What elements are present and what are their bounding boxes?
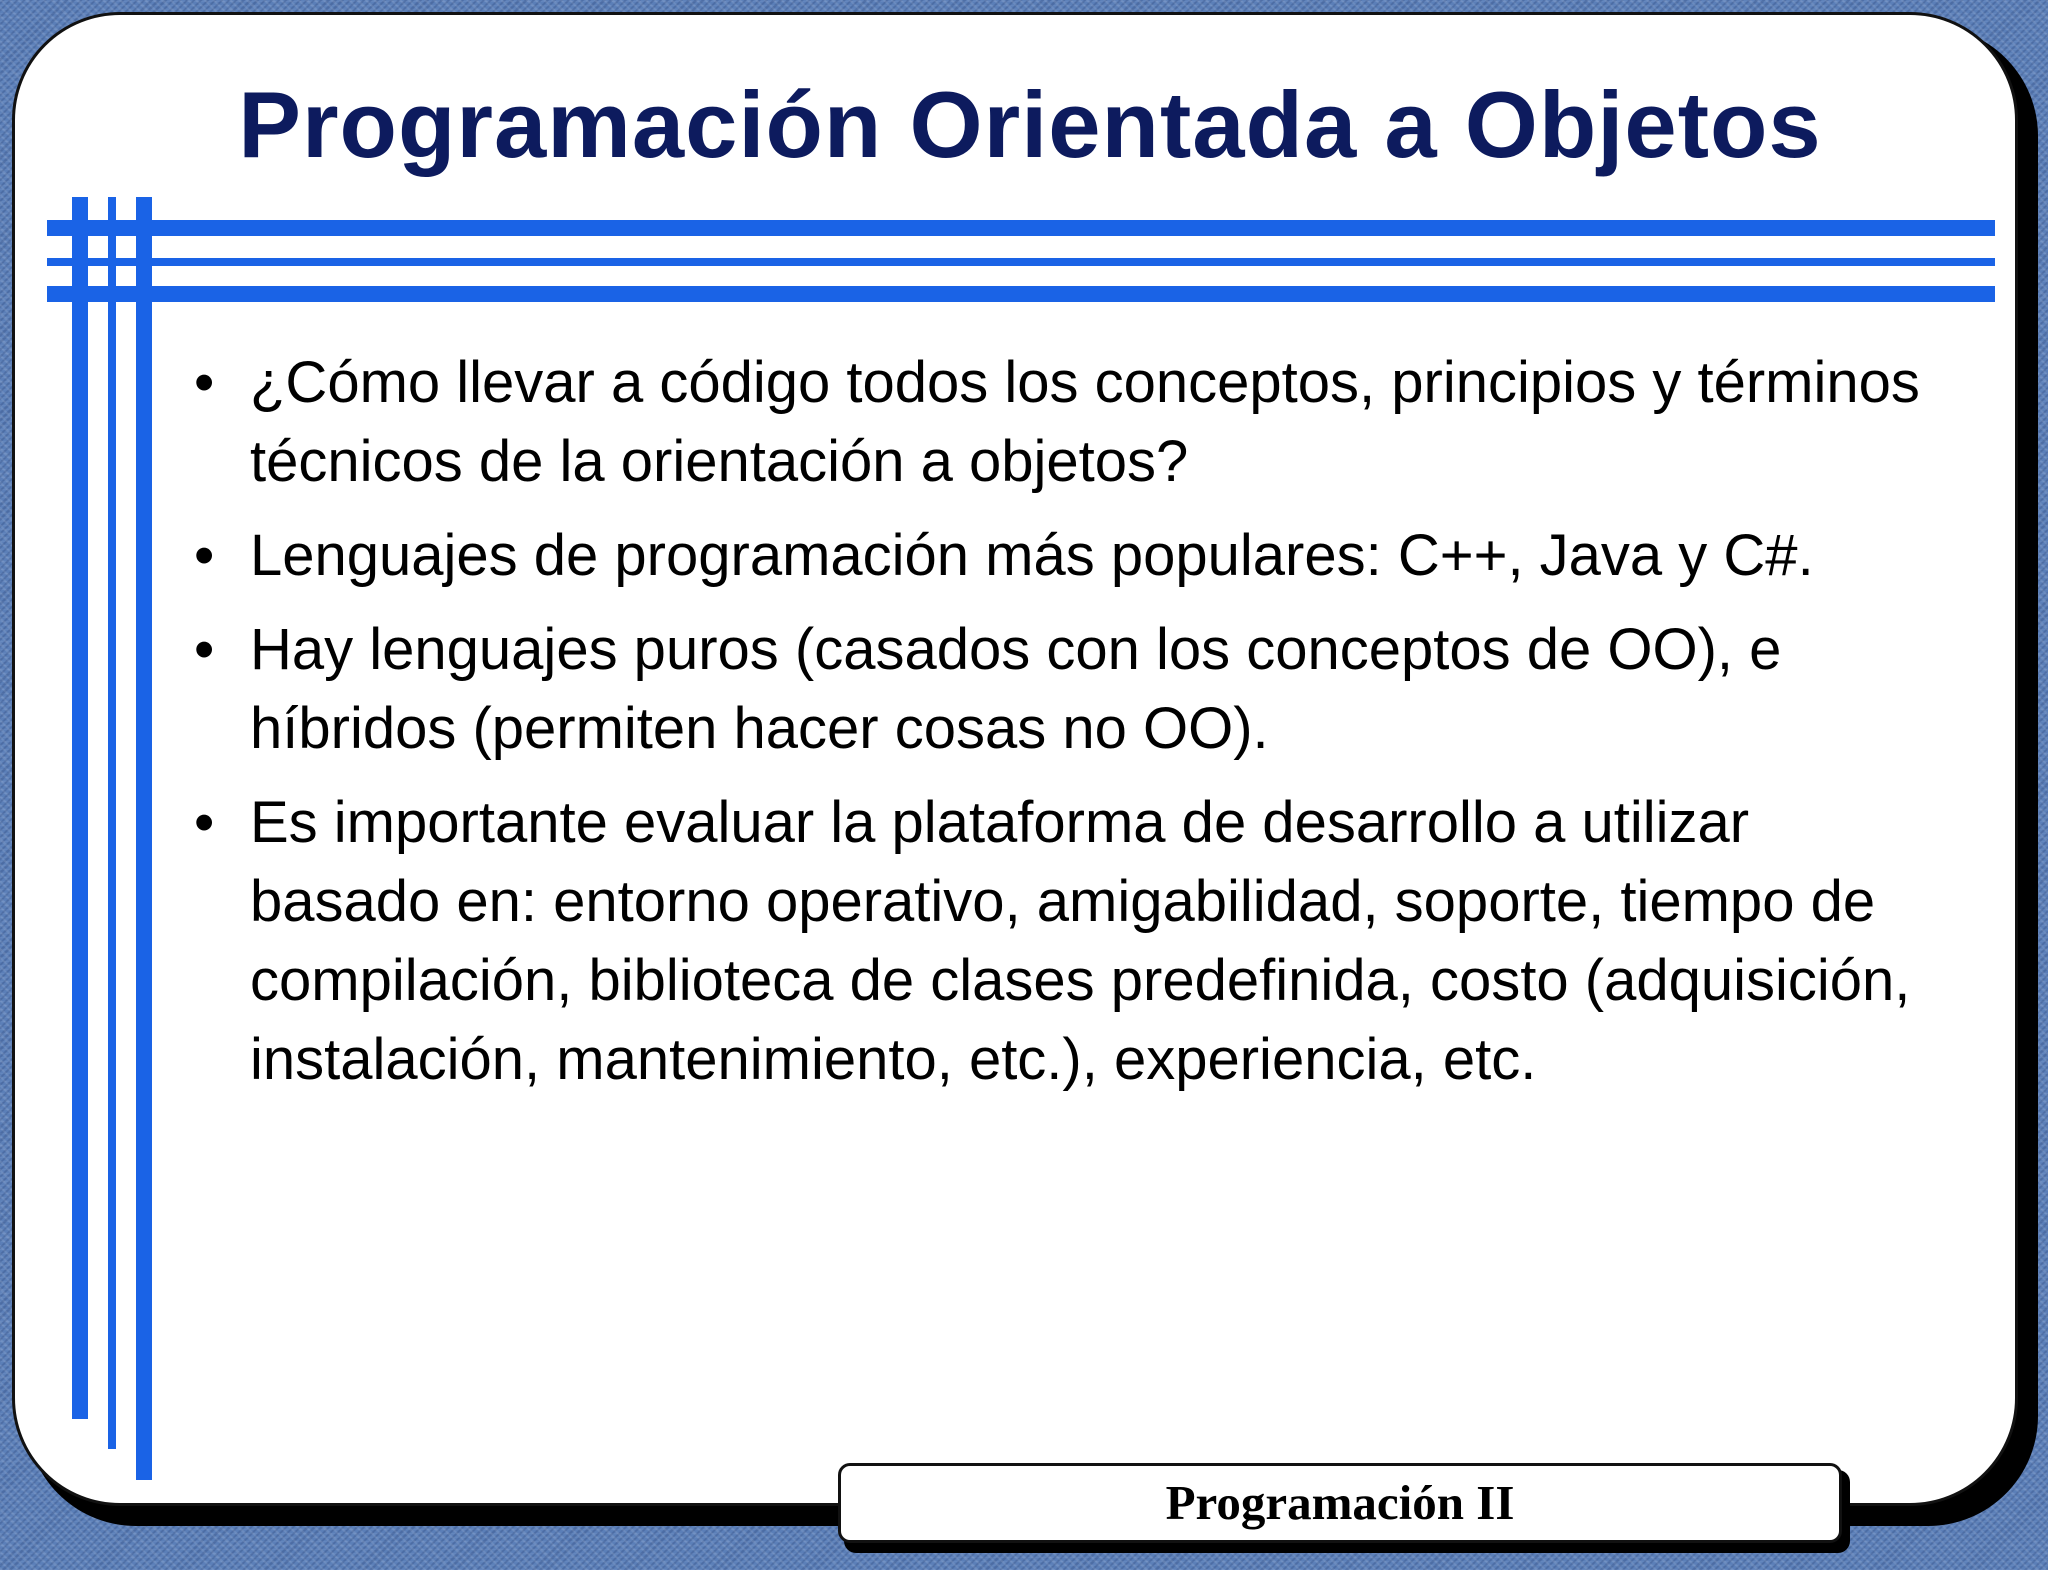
bullet-dot-icon: •: [194, 523, 215, 588]
bullet-text: Es importante evaluar la plataforma de desarrollo a utilizar basado en: entorno operativo, amigabilidad, soporte, tiempo de compilación, biblioteca de clases predefinida, costo (adquisición, instalación, mantenimiento, etc.), experiencia, etc.: [250, 790, 1911, 1092]
bullet-dot-icon: •: [194, 350, 215, 415]
decor-vertical-bar-left: [72, 197, 88, 1419]
bullet-item: [190, 516, 1950, 595]
bullet-item: [190, 610, 1950, 768]
footer-label: Programación II: [838, 1463, 1842, 1543]
bullet-list: [190, 343, 1950, 1114]
decor-vertical-bar-middle: [108, 197, 116, 1449]
decor-horizontal-bar-bottom: [47, 286, 1995, 302]
bullet-text: ¿Cómo llevar a código todos los conceptos, principios y términos técnicos de la orientación a objetos?: [250, 350, 1920, 494]
bullet-item: [190, 783, 1950, 1099]
slide-title: Programación Orientada a Objetos: [238, 72, 1822, 177]
bullet-text: Lenguajes de programación más populares: C++, Java y C#.: [250, 523, 1814, 588]
bullet-text: Hay lenguajes puros (casados con los conceptos de OO), e híbridos (permiten hacer cosas no OO).: [250, 617, 1782, 761]
decor-horizontal-bar-top: [47, 220, 1995, 236]
bullet-item: [190, 343, 1950, 501]
bullet-dot-icon: •: [194, 790, 215, 855]
decor-horizontal-bar-middle: [47, 258, 1995, 266]
decor-vertical-bar-right: [136, 197, 152, 1480]
bullet-dot-icon: •: [194, 617, 215, 682]
